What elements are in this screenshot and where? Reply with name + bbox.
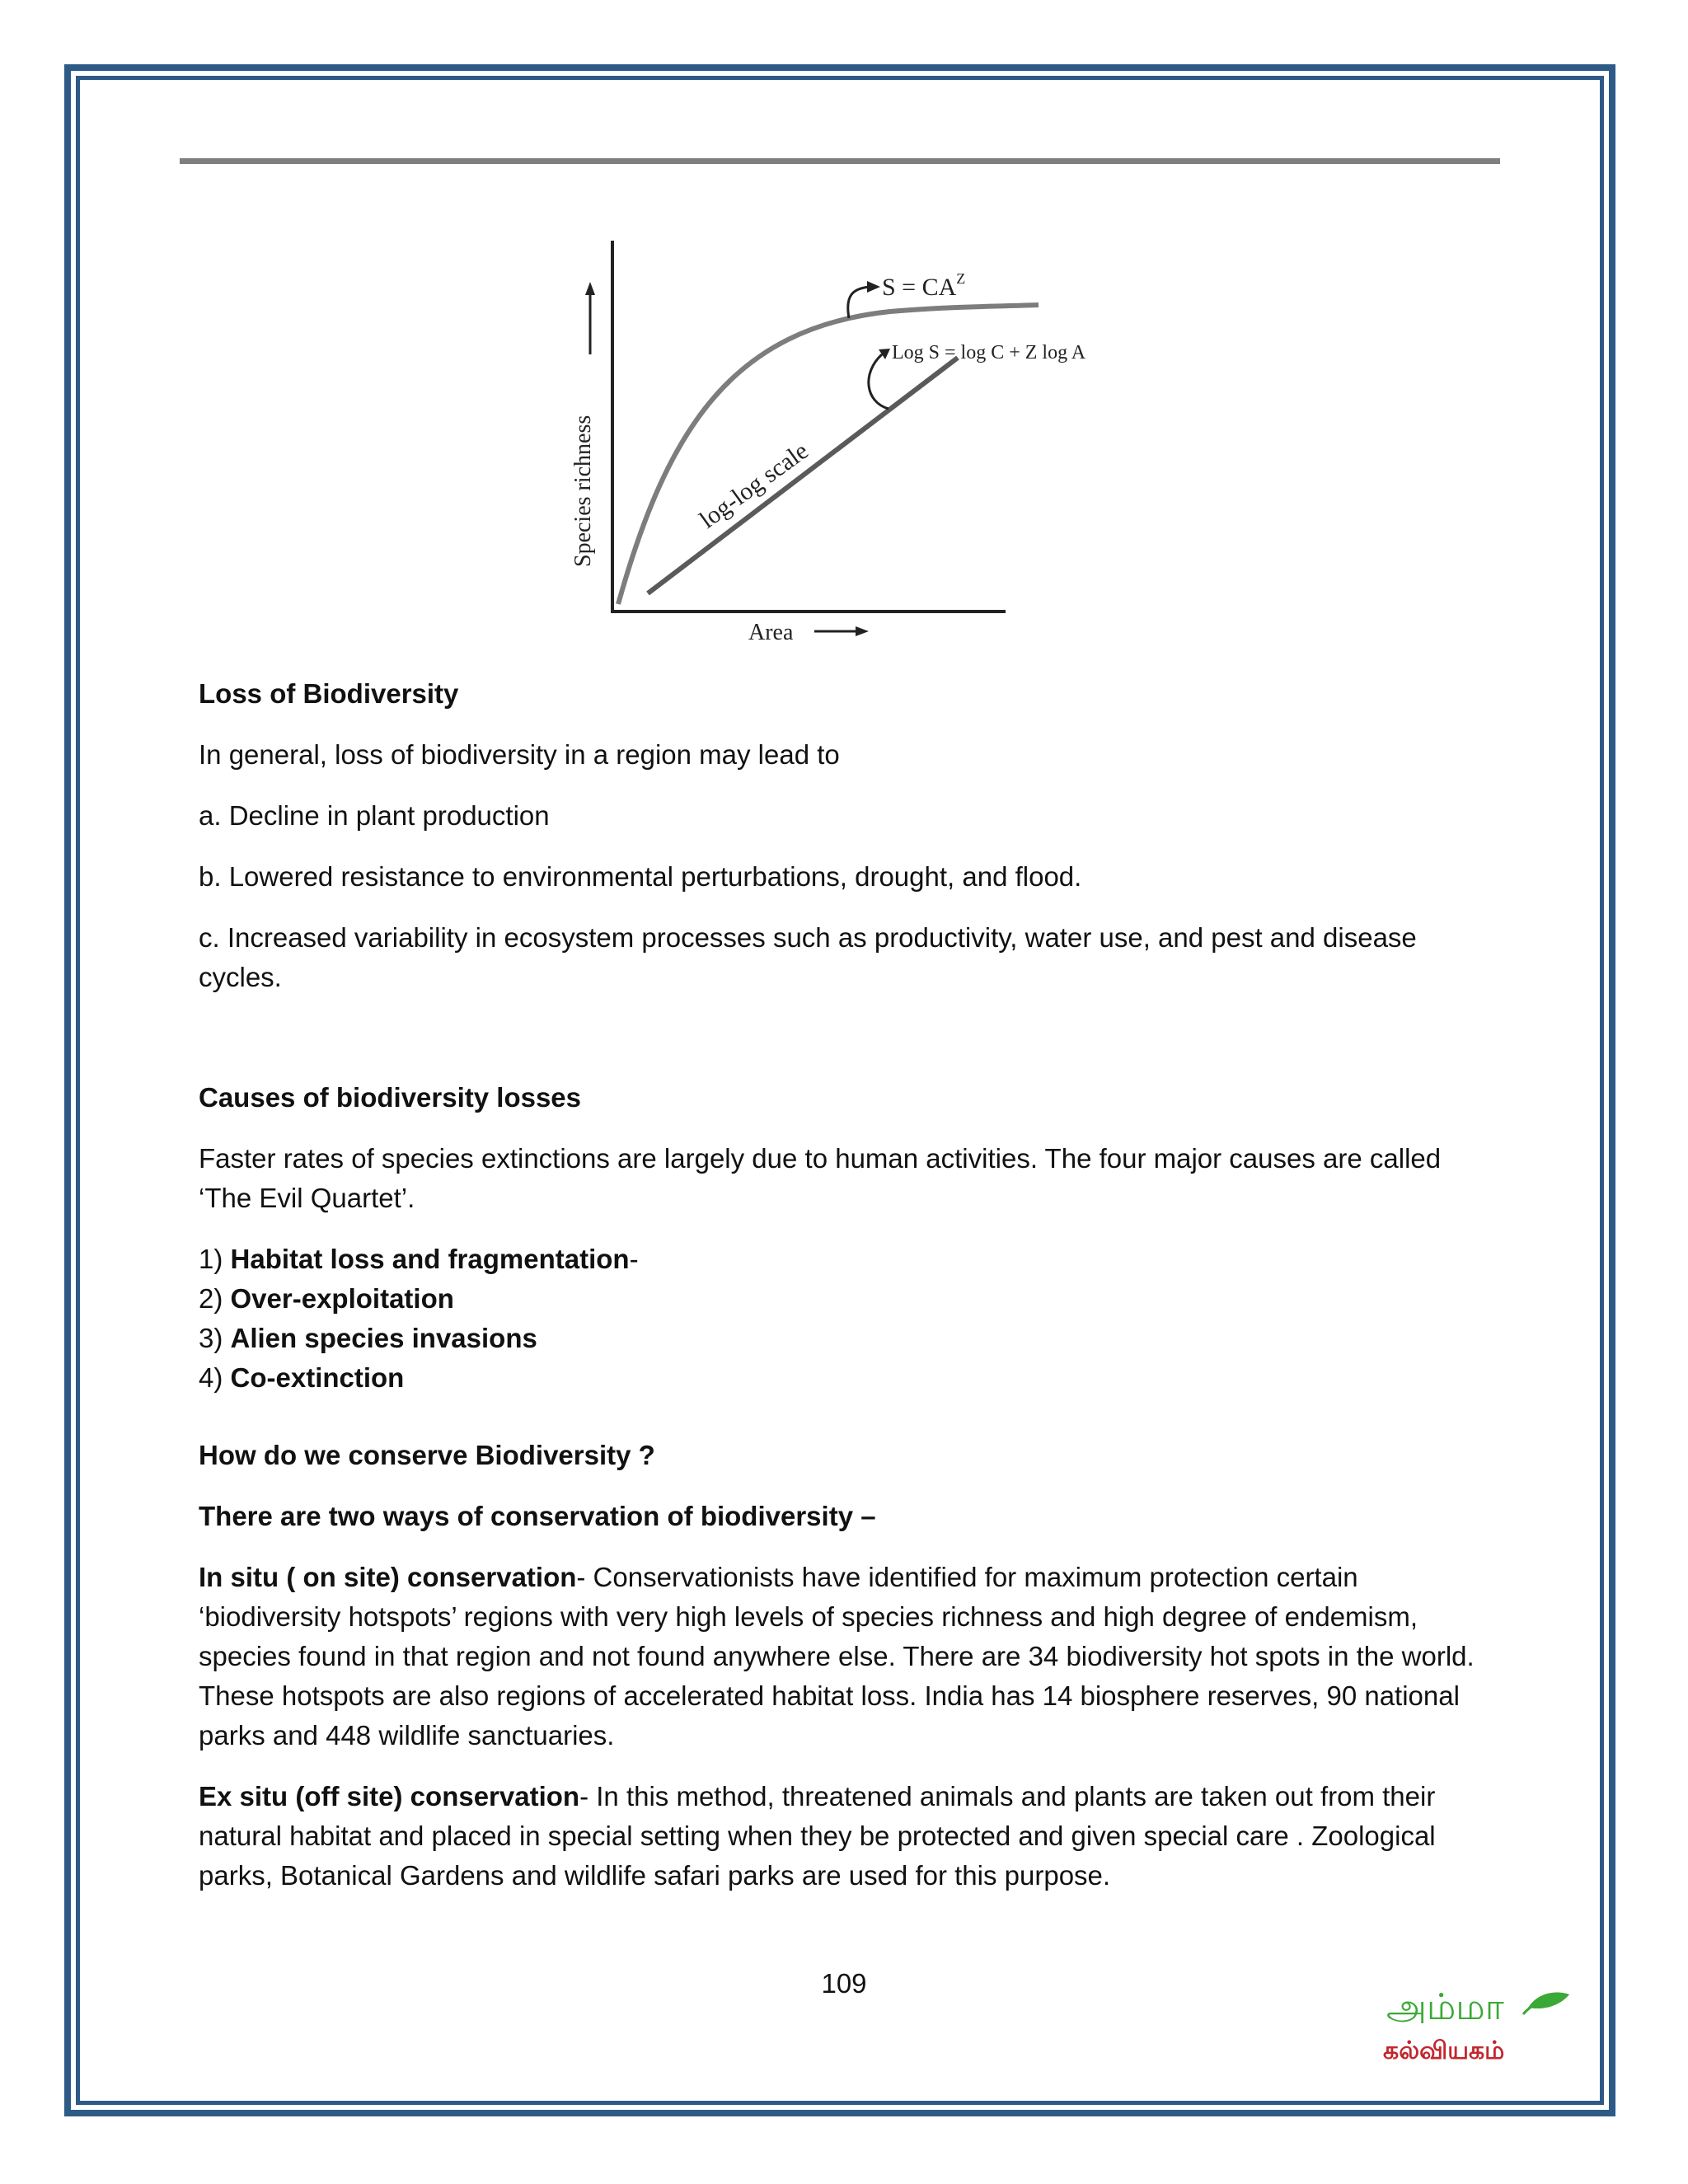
exsitu-text: - In this method, threatened animals and plants are taken out from their natural habitat and placed in special setting when they be protected and given special care . Zoological parks, Botanical Gardens and wildlife safari parks are used for this purpose.: [199, 1781, 1436, 1891]
log-log-line: [648, 358, 958, 593]
curve-equation-main: S = CA: [882, 274, 957, 301]
causes-heading: Causes of biodiversity losses: [199, 1082, 582, 1113]
causes-intro: Faster rates of species extinctions are largely due to human activities. The four major causes are called ‘The Evil Quartet’.: [199, 1143, 1442, 1213]
curve-annotation-arrowhead: [867, 281, 880, 293]
loss-item-a: a. Decline in plant production: [199, 800, 550, 831]
loss-item-b: b. Lowered resistance to environmental perturbations, drought, and flood.: [199, 861, 1082, 892]
amma-kalviyagam-logo: [1378, 1976, 1576, 2075]
cause-item: 1) Habitat loss and fragmentation-: [199, 1244, 639, 1274]
logo-line-1: அம்மா: [1386, 1986, 1504, 2028]
curve-equation: [882, 270, 965, 301]
line-annotation-arrowhead: [879, 349, 890, 359]
log-log-scale-label: log-log scale: [694, 437, 814, 534]
conserve-heading: How do we conserve Biodiversity ?: [199, 1440, 655, 1470]
insitu-paragraph: [199, 1558, 1484, 1755]
insitu-text: - Conservationists have identified for maximum protection certain ‘biodiversity hotspots’ regions with very high levels of species richness and high degree of endemism, species found in that region and not found anywhere else. There are 34 biodiversity hot spots in the world. These hotspots are also regions of accelerated habitat loss. India has 14 biosphere reserves, 90 national parks and 448 wildlife sanctuaries.: [199, 1562, 1475, 1750]
cause-item: 4) Co-extinction: [199, 1362, 405, 1393]
causes-list: [199, 1240, 1484, 1398]
page-number: 109: [821, 1968, 867, 1999]
curve-equation-exponent: Z: [956, 270, 966, 287]
exsitu-label: Ex situ (off site) conservation: [199, 1781, 580, 1811]
exsitu-paragraph: [199, 1777, 1484, 1896]
header-rule: [180, 158, 1500, 164]
cause-item: 2) Over-exploitation: [199, 1283, 454, 1314]
page-content: [199, 674, 1484, 1896]
loss-heading: Loss of Biodiversity: [199, 678, 459, 709]
y-axis-label: Species richness: [570, 415, 596, 567]
y-axis-arrowhead: [585, 282, 595, 295]
x-axis-arrowhead: [856, 626, 869, 636]
line-equation: Log S = log C + Z log A: [892, 342, 1086, 363]
loss-item-c: c. Increased variability in ecosystem processes such as productivity, water use, and pest and disease cycles.: [199, 922, 1417, 992]
x-axis-label: Area: [748, 620, 794, 645]
insitu-label: In situ ( on site) conservation: [199, 1562, 577, 1592]
conserve-subheading: There are two ways of conservation of biodiversity –: [199, 1501, 876, 1531]
species-area-figure: [560, 229, 1154, 658]
loss-intro: In general, loss of biodiversity in a region may lead to: [199, 739, 840, 770]
line-annotation-arrow: [869, 354, 889, 409]
logo-line-2: கல்வியகம்: [1383, 2036, 1505, 2065]
cause-item: 3) Alien species invasions: [199, 1323, 537, 1353]
